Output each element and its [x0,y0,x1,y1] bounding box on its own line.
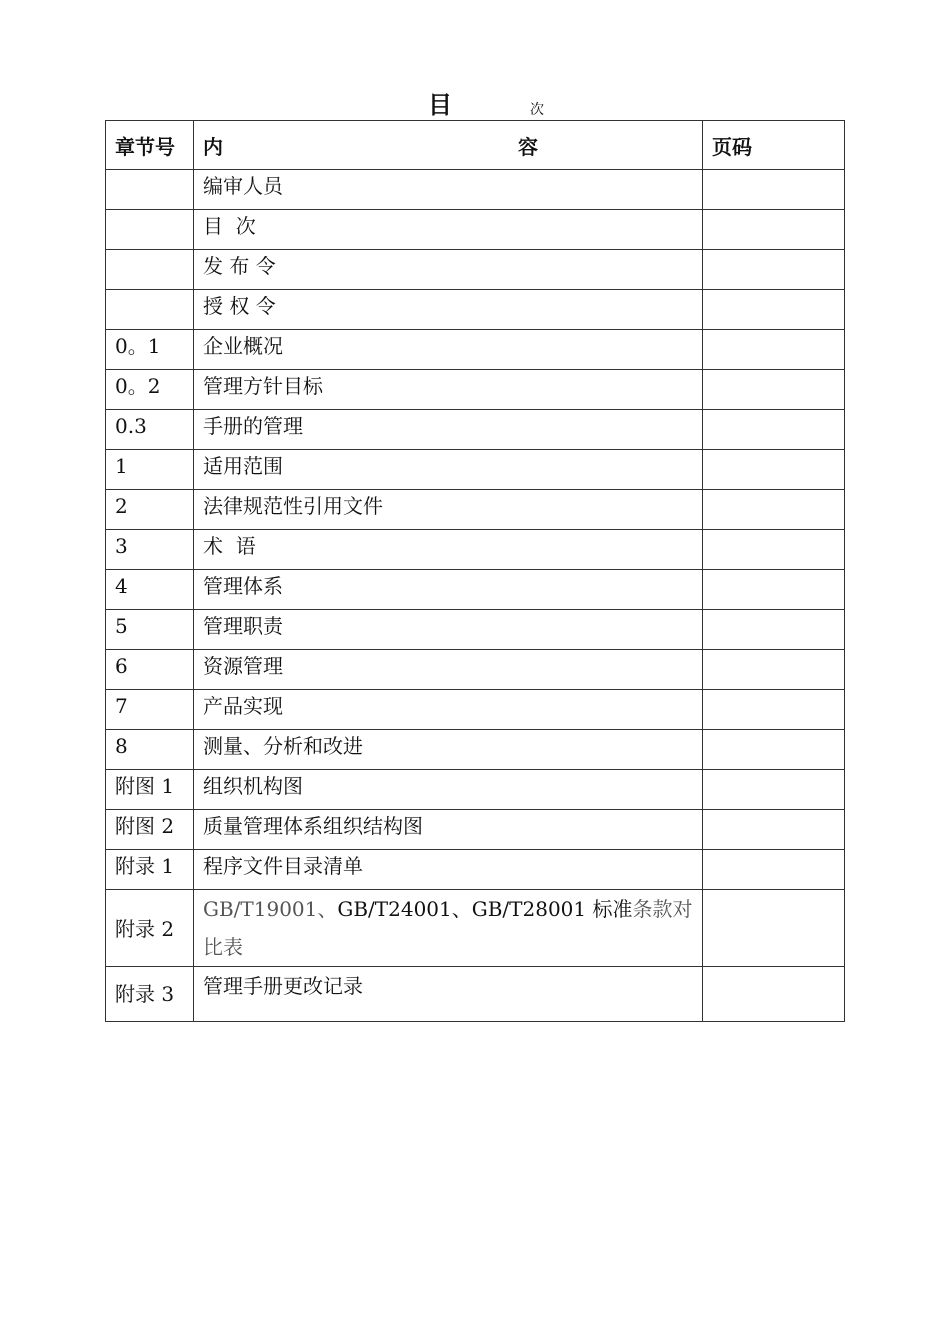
row-chapter: 6 [106,650,194,690]
document-title [0,90,950,120]
row-content: 发 布 令 [194,250,703,290]
row-page [703,690,845,730]
row-chapter: 2 [106,490,194,530]
row-page [703,290,845,330]
table-row [106,210,845,250]
row-chapter [106,250,194,290]
row-page [703,410,845,450]
row-page [703,730,845,770]
row-page [703,770,845,810]
content-part-3: 条款对比表 [203,897,693,959]
row-page [703,490,845,530]
row-content: 组织机构图 [194,770,703,810]
row-chapter-label: 附录 3 [115,982,175,1006]
header-page: 页码 [703,121,845,170]
row-page [703,210,845,250]
row-content: 术 语 [194,530,703,570]
row-chapter [106,210,194,250]
row-chapter: 附图 1 [106,770,194,810]
row-content: 目 次 [194,210,703,250]
table-row [106,570,845,610]
row-page [703,250,845,290]
row-content: 管理职责 [194,610,703,650]
row-chapter: 0。1 [106,330,194,370]
row-content: 资源管理 [194,650,703,690]
row-content: 质量管理体系组织结构图 [194,810,703,850]
row-chapter: 附录 1 [106,850,194,890]
header-content-right: 容 [518,134,538,159]
table-row [106,730,845,770]
table-row [106,810,845,850]
row-content: 产品实现 [194,690,703,730]
row-page [703,170,845,210]
row-page [703,610,845,650]
table-row [106,290,845,330]
row-content: 测量、分析和改进 [194,730,703,770]
row-chapter: 0.3 [106,410,194,450]
row-chapter: 附图 2 [106,810,194,850]
table-row [106,770,845,810]
row-chapter: 附录 2 [106,890,194,967]
table-row-appendix-3 [106,967,845,1022]
row-page [703,650,845,690]
content-part-2: GB/T24001、GB/T28001 标准 [337,897,633,921]
row-content [194,890,703,967]
row-chapter: 4 [106,570,194,610]
row-chapter [106,967,194,1022]
row-page [703,530,845,570]
row-chapter: 3 [106,530,194,570]
row-chapter: 5 [106,610,194,650]
header-content-left: 内 [203,134,223,159]
title-main-char: 目 [428,91,452,119]
row-chapter [106,170,194,210]
row-content: 法律规范性引用文件 [194,490,703,530]
table-row [106,530,845,570]
row-content: 管理体系 [194,570,703,610]
table-row [106,490,845,530]
title-sub-char: 次 [530,102,544,118]
row-chapter: 0。2 [106,370,194,410]
row-page [703,967,845,1022]
row-content: 适用范围 [194,450,703,490]
row-page [703,370,845,410]
toc-table [105,120,845,1022]
row-content: 企业概况 [194,330,703,370]
table-row [106,450,845,490]
table-row [106,330,845,370]
row-chapter: 1 [106,450,194,490]
row-content: 程序文件目录清单 [194,850,703,890]
table-row [106,850,845,890]
row-page [703,850,845,890]
row-page [703,570,845,610]
row-page [703,330,845,370]
header-chapter: 章节号 [106,121,194,170]
row-page [703,810,845,850]
table-row [106,170,845,210]
row-chapter: 8 [106,730,194,770]
row-content: 手册的管理 [194,410,703,450]
table-row [106,610,845,650]
row-content: 管理方针目标 [194,370,703,410]
table-row [106,690,845,730]
table-row [106,650,845,690]
header-content [194,121,703,170]
toc-body [106,170,845,1022]
row-content: 编审人员 [194,170,703,210]
row-content: 授 权 令 [194,290,703,330]
row-page [703,890,845,967]
table-row [106,370,845,410]
row-content: 管理手册更改记录 [194,967,703,1022]
toc-header-row [106,121,845,170]
table-row [106,410,845,450]
row-page [703,450,845,490]
content-part-1: GB/T19001、 [203,897,338,921]
table-row [106,250,845,290]
row-chapter [106,290,194,330]
row-chapter: 7 [106,690,194,730]
table-row-appendix-2 [106,890,845,967]
